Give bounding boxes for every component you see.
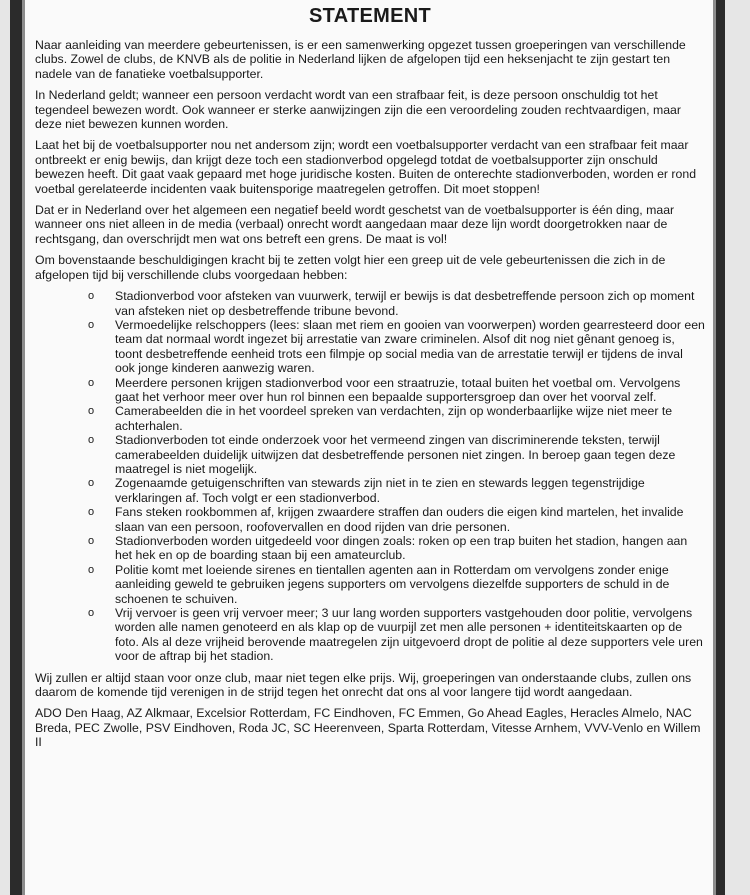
list-item [35, 289, 705, 318]
bullet-marker: o [88, 318, 95, 331]
incident-list [35, 289, 705, 664]
list-item [35, 606, 705, 664]
bullet-marker: o [88, 405, 95, 418]
list-item-text: Vermoedelijke relschoppers (lees: slaan met riem en gooien van voorwerpen) worden gearresteerd door een team dat normaal wordt ingezet bij arrestatie van zware criminelen. Alsof dit nog niet gênant genoeg is, toont desbetreffende eenheid trots een filmpje op social media van de arrestatie terwijl er tijdens de inval ook jonge kinderen aanwezig waren. [115, 317, 705, 376]
right-border [713, 0, 725, 895]
list-item [35, 318, 705, 376]
closing-paragraph: Wij zullen er altijd staan voor onze club, maar niet tegen elke prijs. Wij, groeperingen van onderstaande clubs, zullen ons daarom de komende tijd verenigen in de strijd tegen het onrecht dat ons al voor langere tijd wordt aangedaan. [35, 670, 692, 700]
statement-content [35, 2, 705, 757]
list-item [35, 505, 705, 534]
bullet-marker: o [88, 506, 95, 519]
list-item [35, 376, 705, 405]
list-item [35, 404, 705, 433]
bullet-marker: o [88, 563, 95, 576]
list-item-text: Stadionverbod voor afsteken van vuurwerk, terwijl er bewijs is dat desbetreffende persoon zich op moment van afsteken niet op desbetreffende tribune bevond. [115, 289, 695, 318]
list-item-text: Zogenaamde getuigenschriften van stewards zijn niet in te zien en stewards leggen tegenstrijdige verklaringen af. Toch volgt er een stadionverbod. [115, 476, 645, 505]
law-paragraph: In Nederland geldt; wanneer een persoon verdacht wordt van een strafbaar feit, is deze persoon onschuldig tot het tegendeel bewezen wordt. Ook wanneer er sterke aanwijzingen zijn die een veroordeling zouden rechtvaardigen, maar deze niet bewezen kunnen worden. [35, 88, 681, 132]
statement-title: STATEMENT [309, 5, 431, 27]
list-item-text: Fans steken rookbommen af, krijgen zwaardere straffen dan ouders die eigen kind martelen, het invalide slaan van een persoon, roofovervallen en dood rijden van drie personen. [115, 505, 684, 534]
list-item-text: Politie komt met loeiende sirenes en tientallen agenten aan in Rotterdam om vervolgens zonder enige aanleiding geweld te gebruiken jegens supporters om vervolgens diezelfde supporters de schuld in de schoenen te schuiven. [115, 562, 670, 606]
list-item-text: Vrij vervoer is geen vrij vervoer meer; 3 uur lang worden supporters vastgehouden door politie, vervolgens worden alle namen genoteerd en als klap op de vuurpijl zet men alle personen + identiteitskaarten op de foto. Als al deze vrijheid berovende maatregelen zijn uitgevoerd dropt de politie al deze supporters vele uren voor de aftrap bij het stadion. [115, 606, 703, 664]
events-intro-paragraph: Om bovenstaande beschuldigingen kracht bij te zetten volgt hier een greep uit de vele gebeurtenissen die zich in de afgelopen tijd bij verschillende clubs voorgedaan hebben: [35, 253, 666, 282]
list-item [35, 476, 705, 505]
list-item-text: Stadionverboden worden uitgedeeld voor dingen zoals: roken op een trap buiten het stadion, hangen aan het hek en op de boarding staan bij een amateurclub. [115, 534, 688, 563]
list-item-text: Meerdere personen krijgen stadionverbod voor een straatruzie, totaal buiten het voetbal om. Vervolgens gaat het verhoor meer over hun rol binnen een bepaalde supportersgroep dan over het voorval zelf. [115, 375, 681, 404]
bullet-marker: o [88, 290, 95, 303]
document-page [25, 0, 713, 895]
media-paragraph: Dat er in Nederland over het algemeen een negatief beeld wordt geschetst van de voetbalsupporter is één ding, maar wanneer ons niet alleen in de media (verbaal) onrecht wordt aangedaan maar deze lijn wordt doorgetrokken naar de rechtsgang, dan overschrijdt men wat ons betreft een grens. De maat is vol! [35, 203, 675, 246]
bullet-marker: o [88, 477, 95, 490]
list-item [35, 534, 705, 563]
club-list: ADO Den Haag, AZ Alkmaar, Excelsior Rotterdam, FC Eindhoven, FC Emmen, Go Ahead Eagles, Heracles Almelo, NAC Breda, PEC Zwolle, PSV Eindhoven, Roda JC, SC Heerenveen, Sparta Rotterdam, Vitesse Arnhem, VVV-Venlo en Willem II [35, 706, 701, 750]
bullet-marker: o [88, 535, 95, 547]
left-border [10, 0, 25, 895]
intro-paragraph: Naar aanleiding van meerdere gebeurtenissen, is er een samenwerking opgezet tussen groeperingen van verschillende clubs. Zowel de clubs, de KNVB als de politie in Nederland lijken de afgelopen tijd een heksenjacht te zijn gestart ten nadele van de fanatieke voetbalsupporter. [35, 38, 686, 81]
list-item [35, 433, 705, 476]
list-item-text: Stadionverboden tot einde onderzoek voor het vermeend zingen van discriminerende teksten, terwijl camerabeelden duidelijk uitwijzen dat desbetreffende personen niet zingen. In beroep gaan tegen deze maatregel is niet mogelijk. [115, 433, 676, 476]
list-item-text: Camerabeelden die in het voordeel spreken van verdachten, zijn op wonderbaarlijke wijze niet meer te achterhalen. [115, 404, 673, 433]
bullet-marker: o [88, 434, 95, 447]
bullet-marker: o [88, 376, 95, 389]
list-item [35, 563, 705, 606]
bullet-marker: o [88, 607, 95, 620]
supporter-paragraph: Laat het bij de voetbalsupporter nou net andersom zijn; wordt een voetbalsupporter verdacht van een strafbaar feit maar ontbreekt er enig bewijs, dan krijgt deze toch een stadionverbod opgelegd totdat de voetbalsupporter zijn onschuld bewezen heeft. Dit gaat vaak gepaard met hoge juridische kosten. Buiten de onterechte stadionverboden, worden er rond voetbal gerelateerde incidenten vaak buitensporige maatregelen getroffen. Dit moet stoppen! [35, 138, 697, 196]
